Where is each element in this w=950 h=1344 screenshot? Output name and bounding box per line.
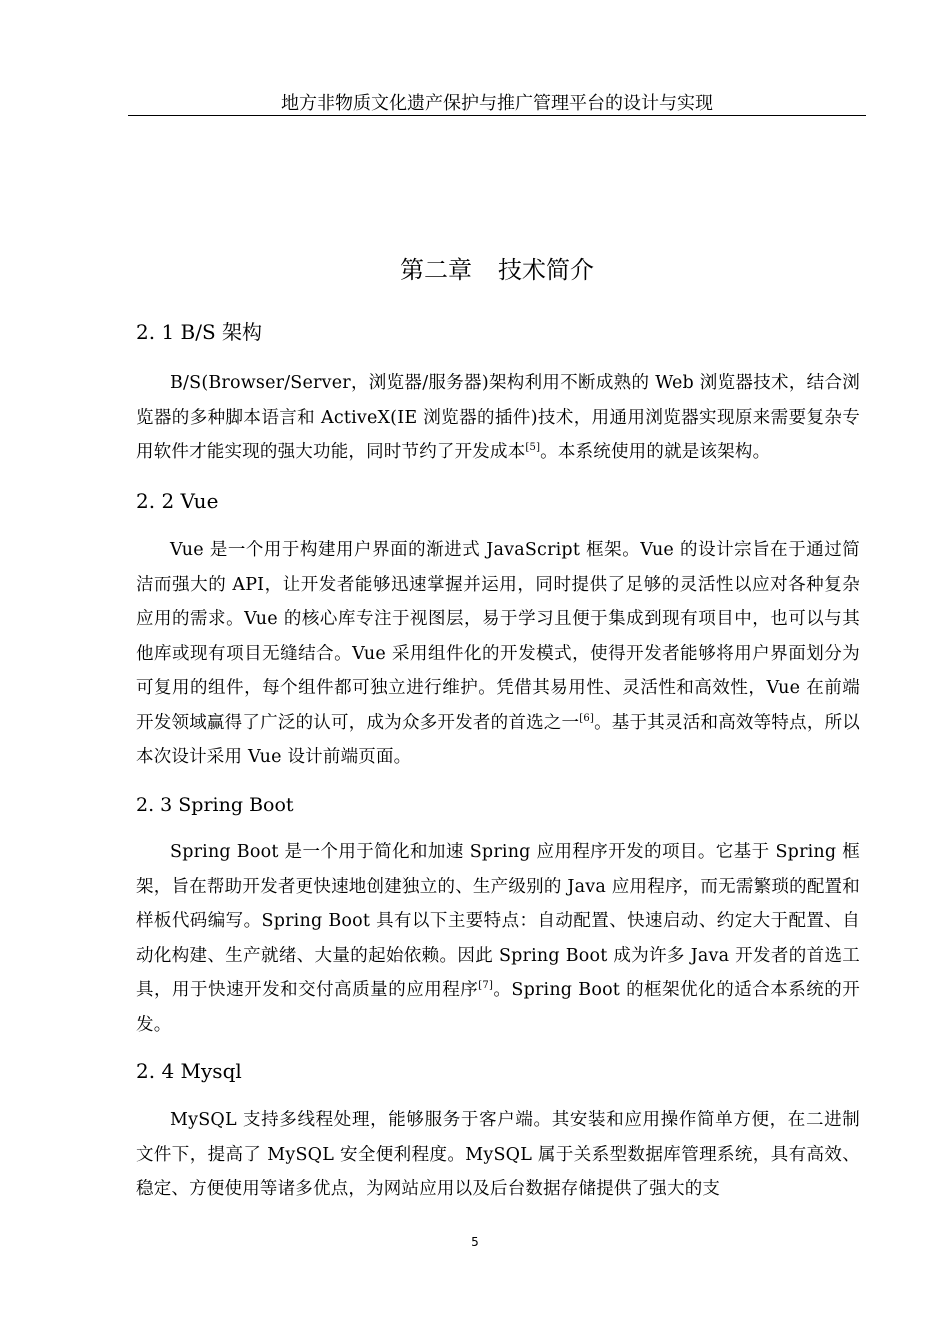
body-text: Vue 是一个用于构建用户界面的渐进式 JavaScript 框架。Vue 的设计宗旨在于通过简洁而强大的 API，让开发者能够迅速掌握并运用，同时提供了足够的灵活性以应对各种复杂应用的需求。Vue 的核心库专注于视图层，易于学习且便于集成到现有项目中，也可以与其他库或现有项目无缝结合。Vue 采用组件化的开发模式，使得开发者能够将用户界面划分为可复用的组件，每个组件都可独立进行维护。凭借其易用性、灵活性和高效性，Vue 在前端开发领域赢得了广泛的认可，成为众多开发者的首选之一 — [136, 540, 860, 733]
citation: [6] — [579, 712, 595, 724]
section-body-vue — [136, 533, 860, 775]
section-body-bs — [136, 366, 860, 470]
section-heading-spring-boot: 2. 3 Spring Boot — [136, 794, 294, 816]
header-rule — [128, 115, 866, 116]
body-text: 。基于其灵活和高效等特点，所以本次设计采用 Vue 设计前端页面。 — [136, 712, 861, 767]
body-text: Spring Boot 是一个用于简化和加速 Spring 应用程序开发的项目。它基于 Spring 框架，旨在帮助开发者更快速地创建独立的、生产级别的 Java 应用程序，而无需繁琐的配置和样板代码编写。Spring Boot 具有以下主要特点：自动配置、快速启动、约定大于配置、自动化构建、生产就绪、大量的起始依赖。因此 Spring Boot 成为许多 Java 开发者的首选工具，用于快速开发和交付高质量的应用程序 — [136, 842, 860, 1000]
section-heading-mysql: 2. 4 Mysql — [136, 1059, 242, 1083]
running-header: 地方非物质文化遗产保护与推广管理平台的设计与实现 — [281, 93, 713, 114]
chapter-number: 第二章 — [400, 256, 472, 284]
citation: [7] — [478, 980, 494, 991]
body-text: 。本系统使用的就是该架构。 — [540, 442, 771, 462]
citation: [5] — [525, 442, 541, 453]
body-text: 。Spring Boot 的框架优化的适合本系统的开发。 — [136, 980, 860, 1035]
chapter-title — [128, 252, 866, 288]
chapter-name: 技术简介 — [498, 256, 594, 284]
section-heading-vue: 2. 2 Vue — [136, 489, 219, 513]
section-body-mysql — [136, 1103, 860, 1207]
page-number: 5 — [471, 1235, 479, 1249]
body-text: MySQL 支持多线程处理，能够服务于客户端。其安装和应用操作简单方便，在二进制文件下，提高了 MySQL 安全便利程度。MySQL 属于关系型数据库管理系统，具有高效、稳定、方便使用等诸多优点，为网站应用以及后台数据存储提供了强大的支 — [136, 1110, 860, 1199]
section-body-spring-boot — [136, 835, 860, 1042]
section-heading-bs: 2. 1 B/S 架构 — [136, 320, 263, 344]
body-text: B/S(Browser/Server，浏览器/服务器)架构利用不断成熟的 Web 浏览器技术，结合浏览器的多种脚本语言和 ActiveX(IE 浏览器的插件)技术，用通用浏览器实现原来需要复杂专用软件才能实现的强大功能，同时节约了开发成本 — [136, 373, 860, 462]
